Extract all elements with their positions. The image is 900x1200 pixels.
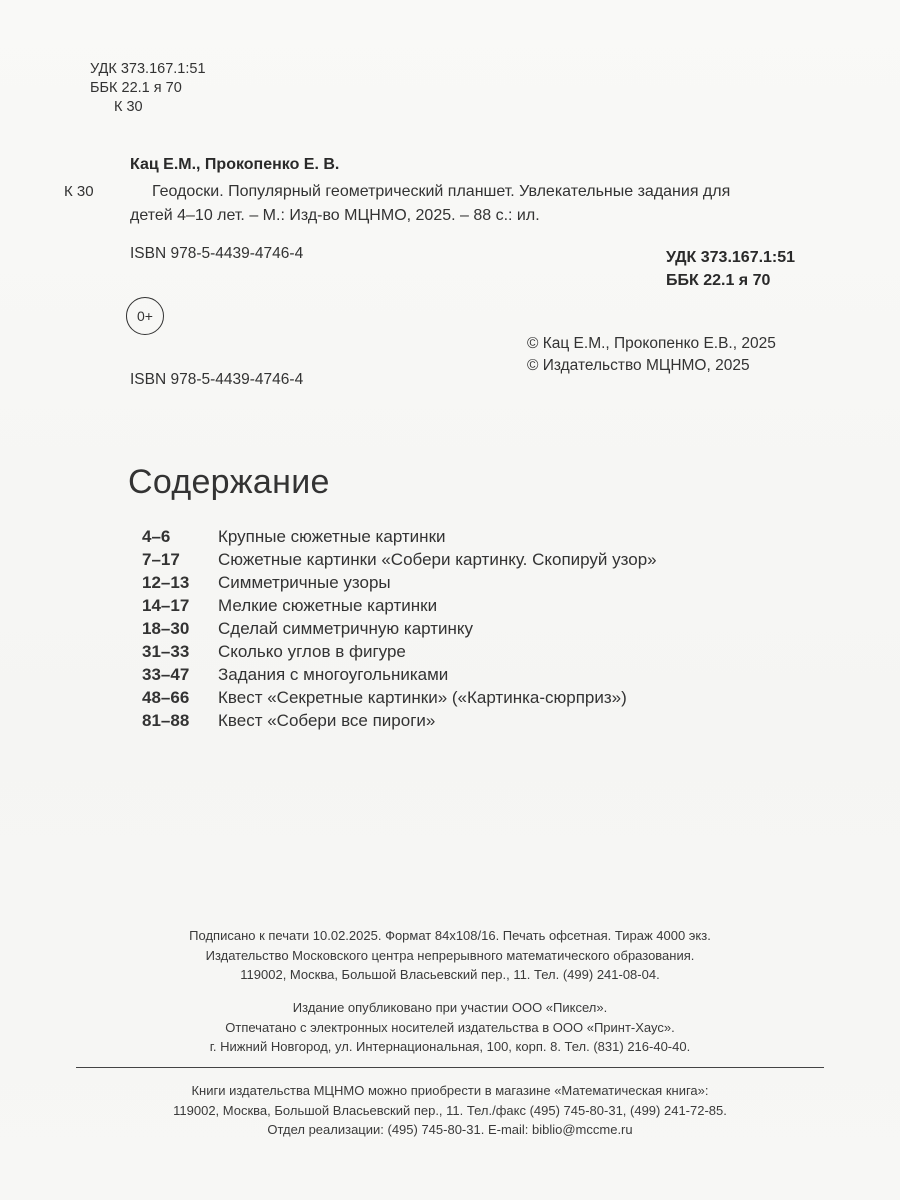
toc-pages: 48–66: [142, 688, 190, 707]
shop-info-line: Отдел реализации: (495) 745-80-31. E-mail: biblio@mccme.ru: [267, 1122, 633, 1137]
description-line-2: детей 4–10 лет. – М.: Изд-во МЦНМО, 2025. – 88 с.: ил.: [130, 207, 540, 224]
contents-heading: Содержание: [128, 463, 330, 501]
print-info: [60, 926, 840, 985]
toc-pages: 31–33: [142, 642, 190, 661]
shop-info-line: Книги издательства МЦНМО можно приобрести в магазине «Математическая книга»:: [191, 1083, 709, 1098]
toc-item: [142, 594, 842, 617]
bbk-code: ББК 22.1 я 70: [90, 80, 182, 96]
shop-info-line: 119002, Москва, Большой Власьевский пер., 11. Тел./факс (495) 745-80-31, (499) 241-72-85.: [173, 1102, 727, 1118]
toc-item: [142, 617, 842, 640]
toc-title: Сюжетные картинки «Собери картинку. Скопируй узор»: [218, 550, 657, 569]
bib-author-mark: К 30: [64, 183, 94, 200]
print-info-line: Издательство Московского центра непрерывного математического образования.: [205, 947, 695, 963]
udk-code: УДК 373.167.1:51: [90, 61, 206, 77]
bib-description: [130, 180, 830, 228]
toc-title: Сделай симметричную картинку: [218, 619, 474, 638]
print-info-line: 119002, Москва, Большой Власьевский пер., 11. Тел. (499) 241-08-04.: [240, 967, 660, 982]
print-info-line: Подписано к печати 10.02.2025. Формат 84x108/16. Печать офсетная. Тираж 4000 экз.: [189, 928, 711, 943]
toc-pages: 33–47: [142, 665, 190, 684]
toc-title: Крупные сюжетные картинки: [218, 527, 446, 546]
table-of-contents: [142, 525, 842, 732]
isbn-repeat: ISBN 978-5-4439-4746-4: [130, 371, 304, 388]
toc-item: [142, 663, 842, 686]
toc-pages: 12–13: [142, 573, 190, 592]
catalog-codes: [90, 60, 206, 117]
authors: Кац Е.М., Прокопенко Е. В.: [130, 156, 340, 173]
toc-pages: 81–88: [142, 711, 190, 730]
toc-pages: 18–30: [142, 619, 190, 638]
copyright-block: [527, 333, 776, 377]
production-info-line: г. Нижний Новгород, ул. Интернациональная, 100, корп. 8. Тел. (831) 216-40-40.: [209, 1039, 691, 1054]
isbn: ISBN 978-5-4439-4746-4: [130, 245, 304, 262]
toc-item: [142, 525, 842, 548]
toc-item: [142, 709, 842, 732]
age-rating-badge: [126, 297, 164, 335]
toc-title: Квест «Собери все пироги»: [218, 711, 436, 730]
description-line-1: Геодоски. Популярный геометрический планшет. Увлекательные задания для: [152, 183, 731, 200]
bbk-code-right: ББК 22.1 я 70: [666, 272, 771, 289]
toc-title: Симметричные узоры: [218, 573, 391, 592]
author-mark: К 30: [114, 99, 143, 115]
udk-bbk-block: [666, 246, 795, 292]
copyright-authors: © Кац Е.М., Прокопенко Е.В., 2025: [527, 335, 776, 352]
toc-item: [142, 640, 842, 663]
toc-item: [142, 686, 842, 709]
toc-pages: 4–6: [142, 527, 171, 546]
age-rating-label: 0+: [137, 308, 153, 324]
production-info-line: Издание опубликовано при участии ООО «Пиксел».: [292, 1000, 608, 1015]
toc-title: Квест «Секретные картинки» («Картинка-сюрприз»): [218, 688, 627, 707]
toc-title: Мелкие сюжетные картинки: [218, 596, 438, 615]
toc-title: Задания с многоугольниками: [218, 665, 449, 684]
production-info-line: Отпечатано с электронных носителей издательства в ООО «Принт-Хаус».: [225, 1019, 675, 1035]
toc-item: [142, 548, 842, 571]
toc-pages: 7–17: [142, 550, 180, 569]
production-info: [60, 998, 840, 1057]
toc-pages: 14–17: [142, 596, 190, 615]
toc-item: [142, 571, 842, 594]
copyright-publisher: © Издательство МЦНМО, 2025: [527, 357, 750, 374]
toc-title: Сколько углов в фигуре: [218, 642, 406, 661]
divider: [76, 1067, 824, 1068]
udk-code-right: УДК 373.167.1:51: [666, 249, 796, 266]
shop-info: [60, 1081, 840, 1140]
